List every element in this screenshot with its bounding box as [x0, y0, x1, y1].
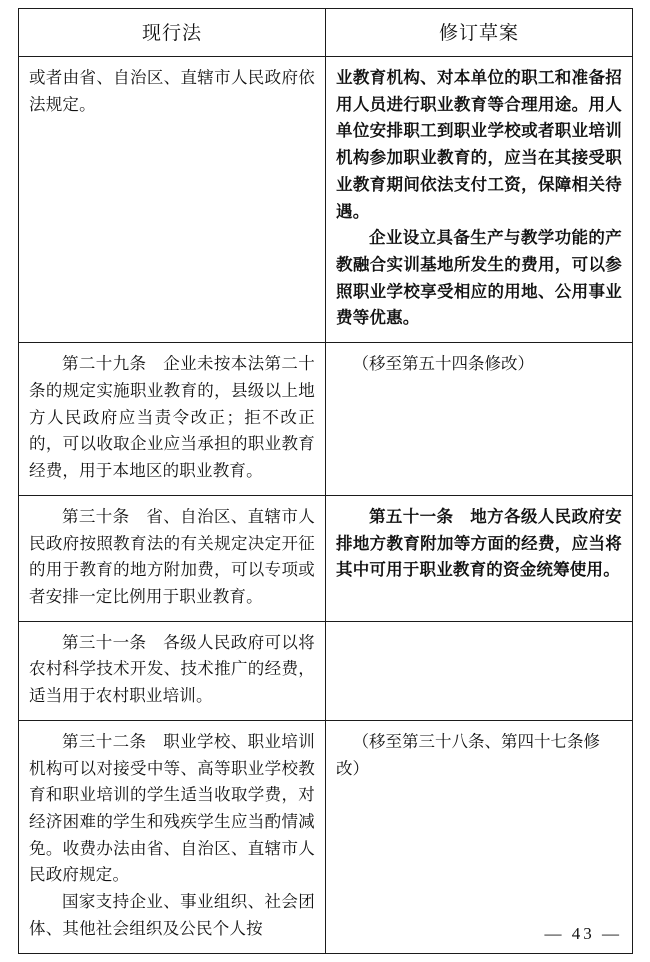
cell-revision-draft: [326, 495, 633, 621]
table-header-row: [19, 9, 633, 57]
relocation-note: （移至第三十八条、第四十七条修改）: [336, 731, 600, 778]
column-header-revision-draft: 修订草案: [326, 9, 633, 57]
relocation-note: （移至第五十四条修改）: [352, 354, 534, 374]
paragraph: 企业设立具备生产与教学功能的产教融合实训基地所发生的费用，可以参照职业学校享受相应的用地、公用事业费等优惠。: [336, 228, 622, 328]
table-header: [19, 9, 633, 57]
cell-revision-draft: [326, 343, 633, 496]
paragraph: 第五十一条 地方各级人民政府安排地方教育附加等方面的经费，应当将其中可用于职业教育的资金统筹使用。: [336, 506, 622, 580]
paragraph-block: [29, 351, 315, 485]
table-row: [19, 343, 633, 496]
cell-revision-draft: [326, 57, 633, 343]
paragraph-block: [29, 729, 315, 943]
table-row: [19, 720, 633, 953]
cell-current-law: [19, 343, 326, 496]
paragraph: 业教育机构、对本单位的职工和准备招用人员进行职业教育等合理用途。用人单位安排职工到职业学校或者职业培训机构参加职业教育的，应当在其接受职业教育期间依法支付工资，保障相关待遇。: [336, 68, 622, 221]
cell-current-law: [19, 57, 326, 343]
cell-revision-draft: [326, 720, 633, 953]
table-row: [19, 57, 633, 343]
paragraph: 第三十二条 职业学校、职业培训机构可以对接受中等、高等职业学校教育和职业培训的学生适当收取学费，对经济困难的学生和残疾学生应当酌情减免。收费办法由省、自治区、直辖市人民政府规定。: [29, 731, 315, 885]
comparison-table: [18, 8, 633, 954]
paragraph-block: [29, 504, 315, 611]
cell-current-law: [19, 720, 326, 953]
paragraph: 或者由省、自治区、直辖市人民政府依法规定。: [29, 68, 315, 114]
table-row: [19, 495, 633, 621]
page-number: — 43 —: [544, 924, 622, 943]
table-row: [19, 621, 633, 720]
paragraph-block: [336, 65, 622, 332]
paragraph-block: [29, 65, 315, 118]
paragraph-block: [336, 504, 622, 584]
paragraph: 第三十一条 各级人民政府可以将农村科学技术开发、技术推广的经费，适当用于农村职业培训。: [29, 632, 315, 706]
paragraph: 第二十九条 企业未按本法第二十条的规定实施职业教育的，县级以上地方人民政府应当责令改正；拒不改正的，可以收取企业应当承担的职业教育经费，用于本地区的职业教育。: [29, 354, 315, 481]
paragraph-block: [29, 630, 315, 710]
paragraph: 第三十条 省、自治区、直辖市人民政府按照教育法的有关规定决定开征的用于教育的地方附加费，可以专项或者安排一定比例用于职业教育。: [29, 506, 315, 606]
cell-current-law: [19, 621, 326, 720]
cell-revision-draft: [326, 621, 633, 720]
column-header-current-law: 现行法: [19, 9, 326, 57]
cell-current-law: [19, 495, 326, 621]
paragraph: 国家支持企业、事业组织、社会团体、其他社会组织及公民个人按: [29, 892, 315, 938]
